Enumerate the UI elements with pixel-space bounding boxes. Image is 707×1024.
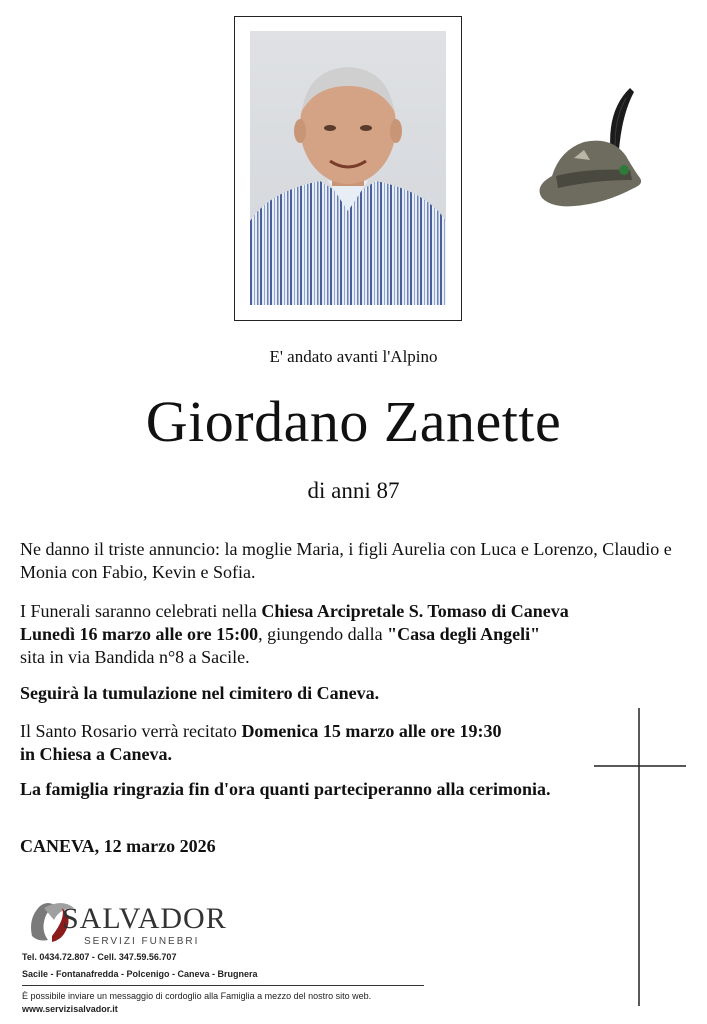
subtitle: E' andato avanti l'Alpino — [269, 347, 438, 366]
funeral-text: , giungendo dalla — [258, 624, 388, 644]
photo-frame — [234, 16, 462, 321]
church-name: Chiesa Arcipretale S. Tomaso di Caneva — [261, 601, 569, 621]
condolence-note: È possibile inviare un messaggio di cordoglio alla Famiglia a mezzo del nostro sito web. — [22, 991, 372, 1001]
place-date: CANEVA, 12 marzo 2026 — [20, 836, 216, 856]
burial-text: Seguirà la tumulazione nel cimitero di Caneva. — [20, 683, 380, 703]
funeral-text: I Funerali saranno celebrati nella — [20, 601, 262, 621]
cross-icon — [592, 708, 688, 1006]
website-link[interactable]: www.servizisalvador.it — [22, 1004, 118, 1014]
deceased-name: Giordano Zanette — [145, 389, 562, 454]
origin-place: "Casa degli Angeli" — [387, 624, 541, 644]
portrait-photo — [250, 31, 446, 305]
thanks-paragraph — [20, 778, 690, 801]
thanks-text: La famiglia ringrazia fin d'ora quanti parteciperanno alla cerimonia. — [20, 779, 551, 799]
footer-divider — [22, 985, 424, 986]
contact-locations: Sacile - Fontanafredda - Polcenigo - Caneva - Brugnera — [22, 969, 258, 979]
rosary-paragraph — [20, 720, 690, 766]
origin-address: sita in via Bandida n°8 a Sacile. — [20, 647, 250, 667]
alpine-hat-icon — [534, 88, 646, 210]
logo-wordmark: SALVADOR — [62, 902, 227, 935]
announcement-paragraph: Ne danno il triste annuncio: la moglie Maria, i figli Aurelia con Luca e Lorenzo, Claudio e Monia con Fabio, Kevin e Sofia. — [20, 539, 672, 582]
contact-phones: Tel. 0434.72.807 - Cell. 347.59.56.707 — [22, 952, 177, 962]
logo-subtitle: SERVIZI FUNEBRI — [84, 936, 200, 947]
funeral-paragraph — [20, 600, 600, 669]
funeral-datetime: Lunedì 16 marzo alle ore 15:00 — [20, 624, 259, 644]
deceased-age: di anni 87 — [307, 478, 400, 503]
burial-paragraph — [20, 682, 690, 705]
rosary-text: Il Santo Rosario verrà recitato — [20, 721, 242, 741]
rosary-place: in Chiesa a Caneva. — [20, 744, 173, 764]
rosary-datetime: Domenica 15 marzo alle ore 19:30 — [241, 721, 502, 741]
